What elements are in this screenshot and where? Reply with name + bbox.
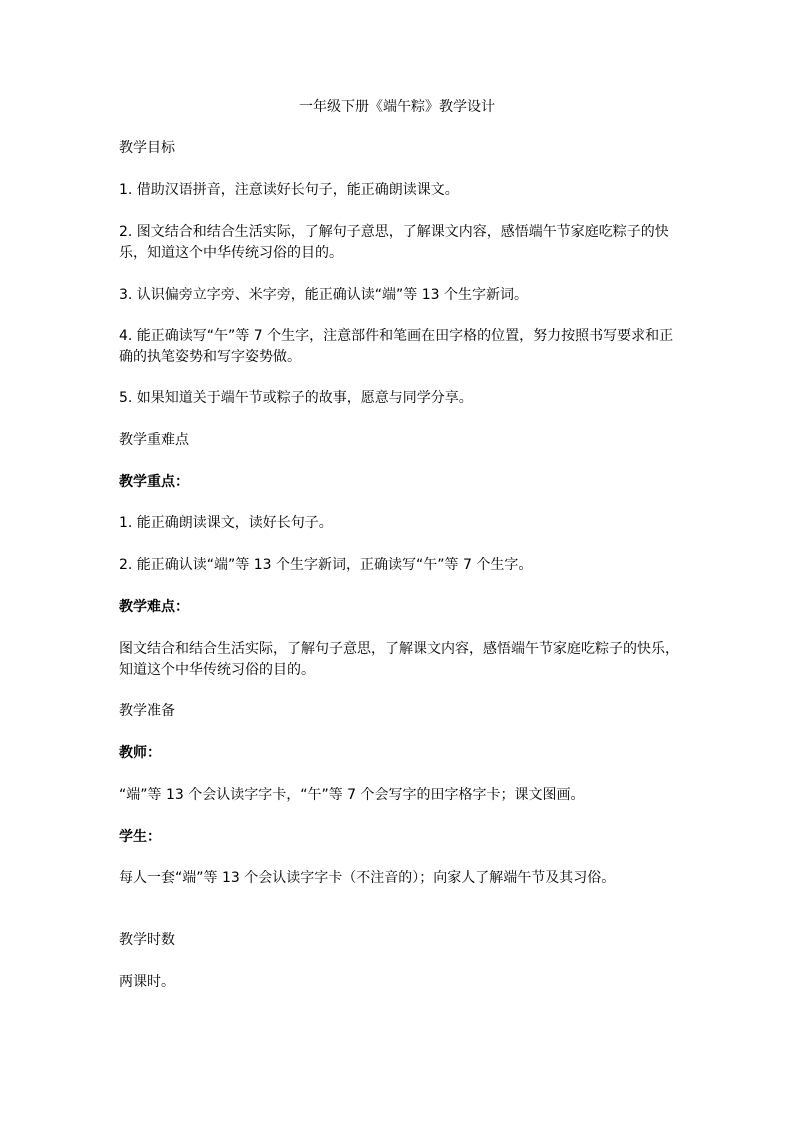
key-point-item-1: 1. 能正确朗读课文，读好长句子。 xyxy=(119,515,333,531)
hours-text: 两课时。 xyxy=(119,974,175,990)
teacher-text: “端”等 13 个会认读字字卡，“午”等 7 个会写字的田字格字卡；课文图画。 xyxy=(119,787,585,803)
preparation-heading: 教学准备 xyxy=(119,703,175,719)
student-text: 每人一套“端”等 13 个会认读字字卡（不注音的）；向家人了解端午节及其习俗。 xyxy=(119,870,616,886)
goal-item-1: 1. 借助汉语拼音，注意读好长句子，能正确朗读课文。 xyxy=(119,182,459,198)
key-point-item-2: 2. 能正确认读“端”等 13 个生字新词，正确读写“午”等 7 个生字。 xyxy=(119,557,533,573)
goal-item-3: 3. 认识偏旁立字旁、米字旁，能正确认读“端”等 13 个生字新词。 xyxy=(119,287,529,303)
hours-heading: 教学时数 xyxy=(119,932,175,948)
document-title: 一年级下册《端午粽》教学设计 xyxy=(299,99,495,115)
key-difficult-heading: 教学重难点 xyxy=(119,432,189,448)
difficult-text: 图文结合和结合生活实际，了解句子意思，了解课文内容，感悟端午节家庭吃粽子的快乐，知道这个中华传统习俗的目的。 xyxy=(119,641,679,678)
difficult-heading: 教学难点： xyxy=(119,599,189,615)
goals-heading: 教学目标 xyxy=(119,140,175,156)
goal-item-2: 2. 图文结合和结合生活实际，了解句子意思，了解课文内容，感悟端午节家庭吃粽子的快乐，知道这个中华传统习俗的目的。 xyxy=(119,224,669,261)
goal-item-5: 5. 如果知道关于端午节或粽子的故事，愿意与同学分享。 xyxy=(119,390,473,406)
key-points-heading: 教学重点： xyxy=(119,474,189,490)
goal-item-4: 4. 能正确读写“午”等 7 个生字，注意部件和笔画在田字格的位置，努力按照书写要求和正确的执笔姿势和写字姿势做。 xyxy=(119,328,674,365)
teacher-heading: 教师： xyxy=(119,745,161,761)
student-heading: 学生： xyxy=(119,829,161,845)
